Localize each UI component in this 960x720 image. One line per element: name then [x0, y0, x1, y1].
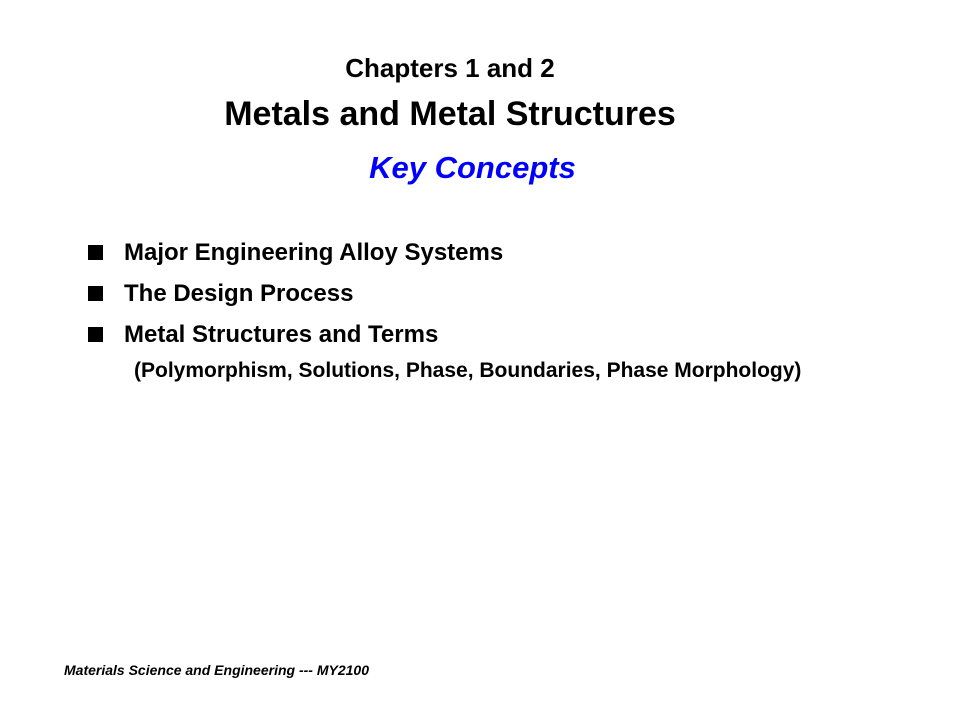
bullet-item	[88, 314, 503, 355]
slide-subtitle: Key Concepts	[369, 150, 576, 185]
slide-footer: Materials Science and Engineering --- MY2100	[64, 662, 369, 678]
bullet-text: The Design Process	[124, 279, 354, 307]
slide-title-chapters: Chapters 1 and 2	[345, 53, 555, 83]
slide-title-main: Metals and Metal Structures	[224, 95, 676, 133]
bullet-text: Major Engineering Alloy Systems	[124, 238, 504, 266]
square-bullet-icon	[88, 286, 103, 301]
square-bullet-icon	[88, 327, 103, 342]
bullet-item	[88, 232, 503, 273]
bullet-sub-note: (Polymorphism, Solutions, Phase, Boundaries, Phase Morphology)	[134, 359, 802, 382]
bullet-list	[88, 232, 503, 355]
square-bullet-icon	[88, 245, 103, 260]
bullet-item	[88, 273, 503, 314]
bullet-text: Metal Structures and Terms	[124, 320, 439, 348]
